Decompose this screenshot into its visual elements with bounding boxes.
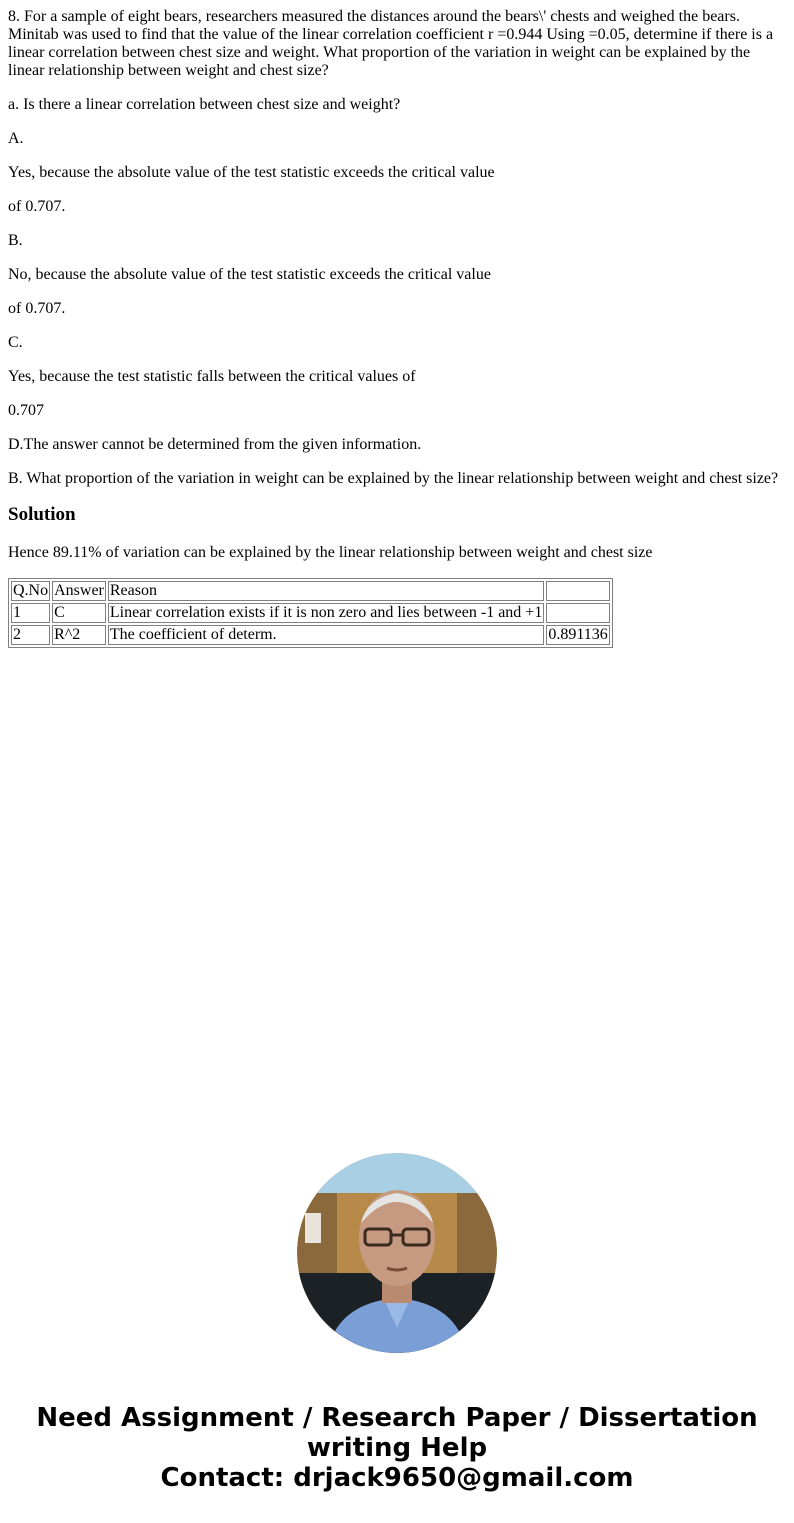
header-value: [546, 581, 609, 601]
part-b-question: B. What proportion of the variation in weight can be explained by the linear relationship between weight and chest size?: [8, 470, 779, 487]
promo-contact: Contact: drjack9650@gmail.com: [160, 1463, 634, 1493]
author-avatar: [297, 1153, 497, 1353]
option-b-text-cont: of 0.707.: [8, 300, 66, 317]
cell-answer: C: [52, 603, 106, 623]
solution-summary: Hence 89.11% of variation can be explained by the linear relationship between weight and chest size: [8, 544, 653, 561]
table-row: [11, 625, 610, 645]
option-d: D.The answer cannot be determined from the given information.: [8, 436, 422, 453]
option-b-text: No, because the absolute value of the test statistic exceeds the critical value: [8, 266, 491, 283]
cell-reason: The coefficient of determ.: [108, 625, 544, 645]
header-answer: Answer: [54, 582, 104, 599]
promo-line-2: writing Help: [306, 1433, 488, 1463]
cell-reason: Linear correlation exists if it is non zero and lies between -1 and +1: [109, 604, 543, 621]
table-header-row: [11, 581, 610, 601]
avatar-photo: [297, 1153, 497, 1353]
part-a-question: a. Is there a linear correlation between chest size and weight?: [8, 96, 401, 113]
question-text: 8. For a sample of eight bears, researchers measured the distances around the bears\' chests and weighed the bears. Minitab was used to find that the value of the linear correlation coefficient r =0.944 Using =0.05, determine if there is a linear correlation between chest size and weight. What proportion of the variation in weight can be explained by the linear relationship between weight and chest size?: [8, 8, 774, 79]
cell-answer: R^2: [52, 625, 106, 645]
option-a-text: Yes, because the absolute value of the test statistic exceeds the critical value: [8, 164, 495, 181]
cell-qno: 1: [11, 603, 50, 623]
option-c-letter: C.: [8, 334, 23, 351]
option-c-text-cont: 0.707: [8, 402, 44, 419]
promo-line-1: Need Assignment / Research Paper / Dissertation: [36, 1403, 758, 1433]
cell-value: 0.891136: [548, 626, 608, 643]
header-qno: Q.No: [13, 582, 49, 599]
table-row: [11, 603, 610, 623]
option-b-letter: B.: [8, 232, 23, 249]
cell-value: [546, 603, 609, 623]
header-reason: Reason: [108, 581, 544, 601]
promo-banner: [0, 1403, 794, 1493]
document-body: [8, 8, 786, 648]
solution-heading: Solution: [8, 504, 76, 525]
option-c-text: Yes, because the test statistic falls between the critical values of: [8, 368, 416, 385]
option-a-text-cont: of 0.707.: [8, 198, 66, 215]
cell-qno: 2: [11, 625, 50, 645]
option-a-letter: A.: [8, 130, 24, 147]
solution-table: [8, 578, 613, 648]
